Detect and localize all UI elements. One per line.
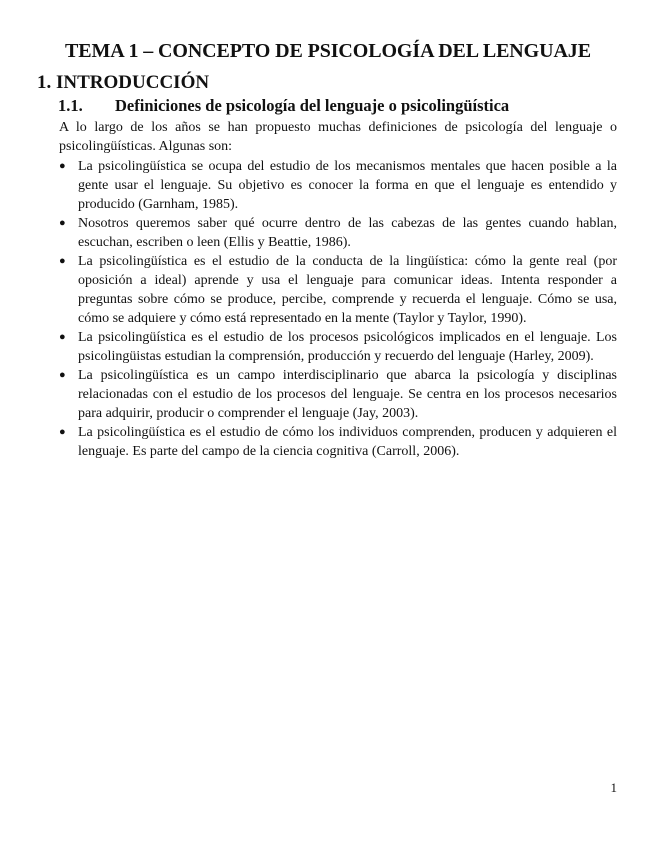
definition-text: La psicolingüística es el estudio de la conducta de la lingüística: cómo la gente real (por oposición a ideal) aprende y usa el lenguaje para comunicar ideas. Intenta responder a preguntas sobre cómo se produce, percibe, comprende y recuerda el lenguaje. Cómo se usa, cómo se adquiere y cómo está representado en la mente (Taylor y Taylor, 1990). xyxy=(78,254,617,326)
document-title: TEMA 1 – CONCEPTO DE PSICOLOGÍA DEL LENGUAJE xyxy=(65,40,591,62)
definition-item xyxy=(59,423,617,461)
subsection-number: 1.1. xyxy=(58,96,83,115)
subsection-title: Definiciones de psicología del lenguaje o psicolingüística xyxy=(115,96,510,115)
intro-paragraph: A lo largo de los años se han propuesto muchas definiciones de psicología del lenguaje o psicolingüísticas. Algunas son: xyxy=(59,120,617,154)
definition-text: La psicolingüística es un campo interdisciplinario que abarca la psicología y disciplinas relacionadas con el estudio de los procesos del lenguaje. Se centra en los procesos necesarios para adquirir, producir o comprender el lenguaje (Jay, 2003). xyxy=(78,368,617,421)
page-number: 1 xyxy=(610,780,617,795)
bullet-icon: ● xyxy=(59,331,66,343)
definition-item xyxy=(59,157,617,214)
bullet-icon: ● xyxy=(59,255,66,267)
page-content xyxy=(39,38,617,461)
definition-item xyxy=(59,328,617,366)
definition-item xyxy=(59,366,617,423)
definition-item xyxy=(59,214,617,252)
definition-text: La psicolingüística se ocupa del estudio de los mecanismos mentales que hacen posible a la gente usar el lenguaje. Su objetivo es conocer la forma en que el lenguaje es entendido y producido (Garnham, 1985). xyxy=(78,159,617,212)
bullet-icon: ● xyxy=(59,426,66,438)
definition-text: Nosotros queremos saber qué ocurre dentro de las cabezas de las gentes cuando hablan, escuchan, escriben o leen (Ellis y Beattie, 1986). xyxy=(78,216,617,250)
definition-list xyxy=(39,157,617,461)
definition-item xyxy=(59,252,617,328)
subsection-heading xyxy=(58,96,617,116)
definition-text: La psicolingüística es el estudio de los procesos psicológicos implicados en el lenguaje. Los psicolingüistas estudian la comprensión, producción y recuerdo del lenguaje (Harley, 2009). xyxy=(78,330,617,364)
bullet-icon: ● xyxy=(59,369,66,381)
section-heading: 1. INTRODUCCIÓN xyxy=(37,72,210,93)
definition-text: La psicolingüística es el estudio de cómo los individuos comprenden, producen y adquieren el lenguaje. Es parte del campo de la ciencia cognitiva (Carroll, 2006). xyxy=(78,425,617,459)
bullet-icon: ● xyxy=(59,160,66,172)
bullet-icon: ● xyxy=(59,217,66,229)
